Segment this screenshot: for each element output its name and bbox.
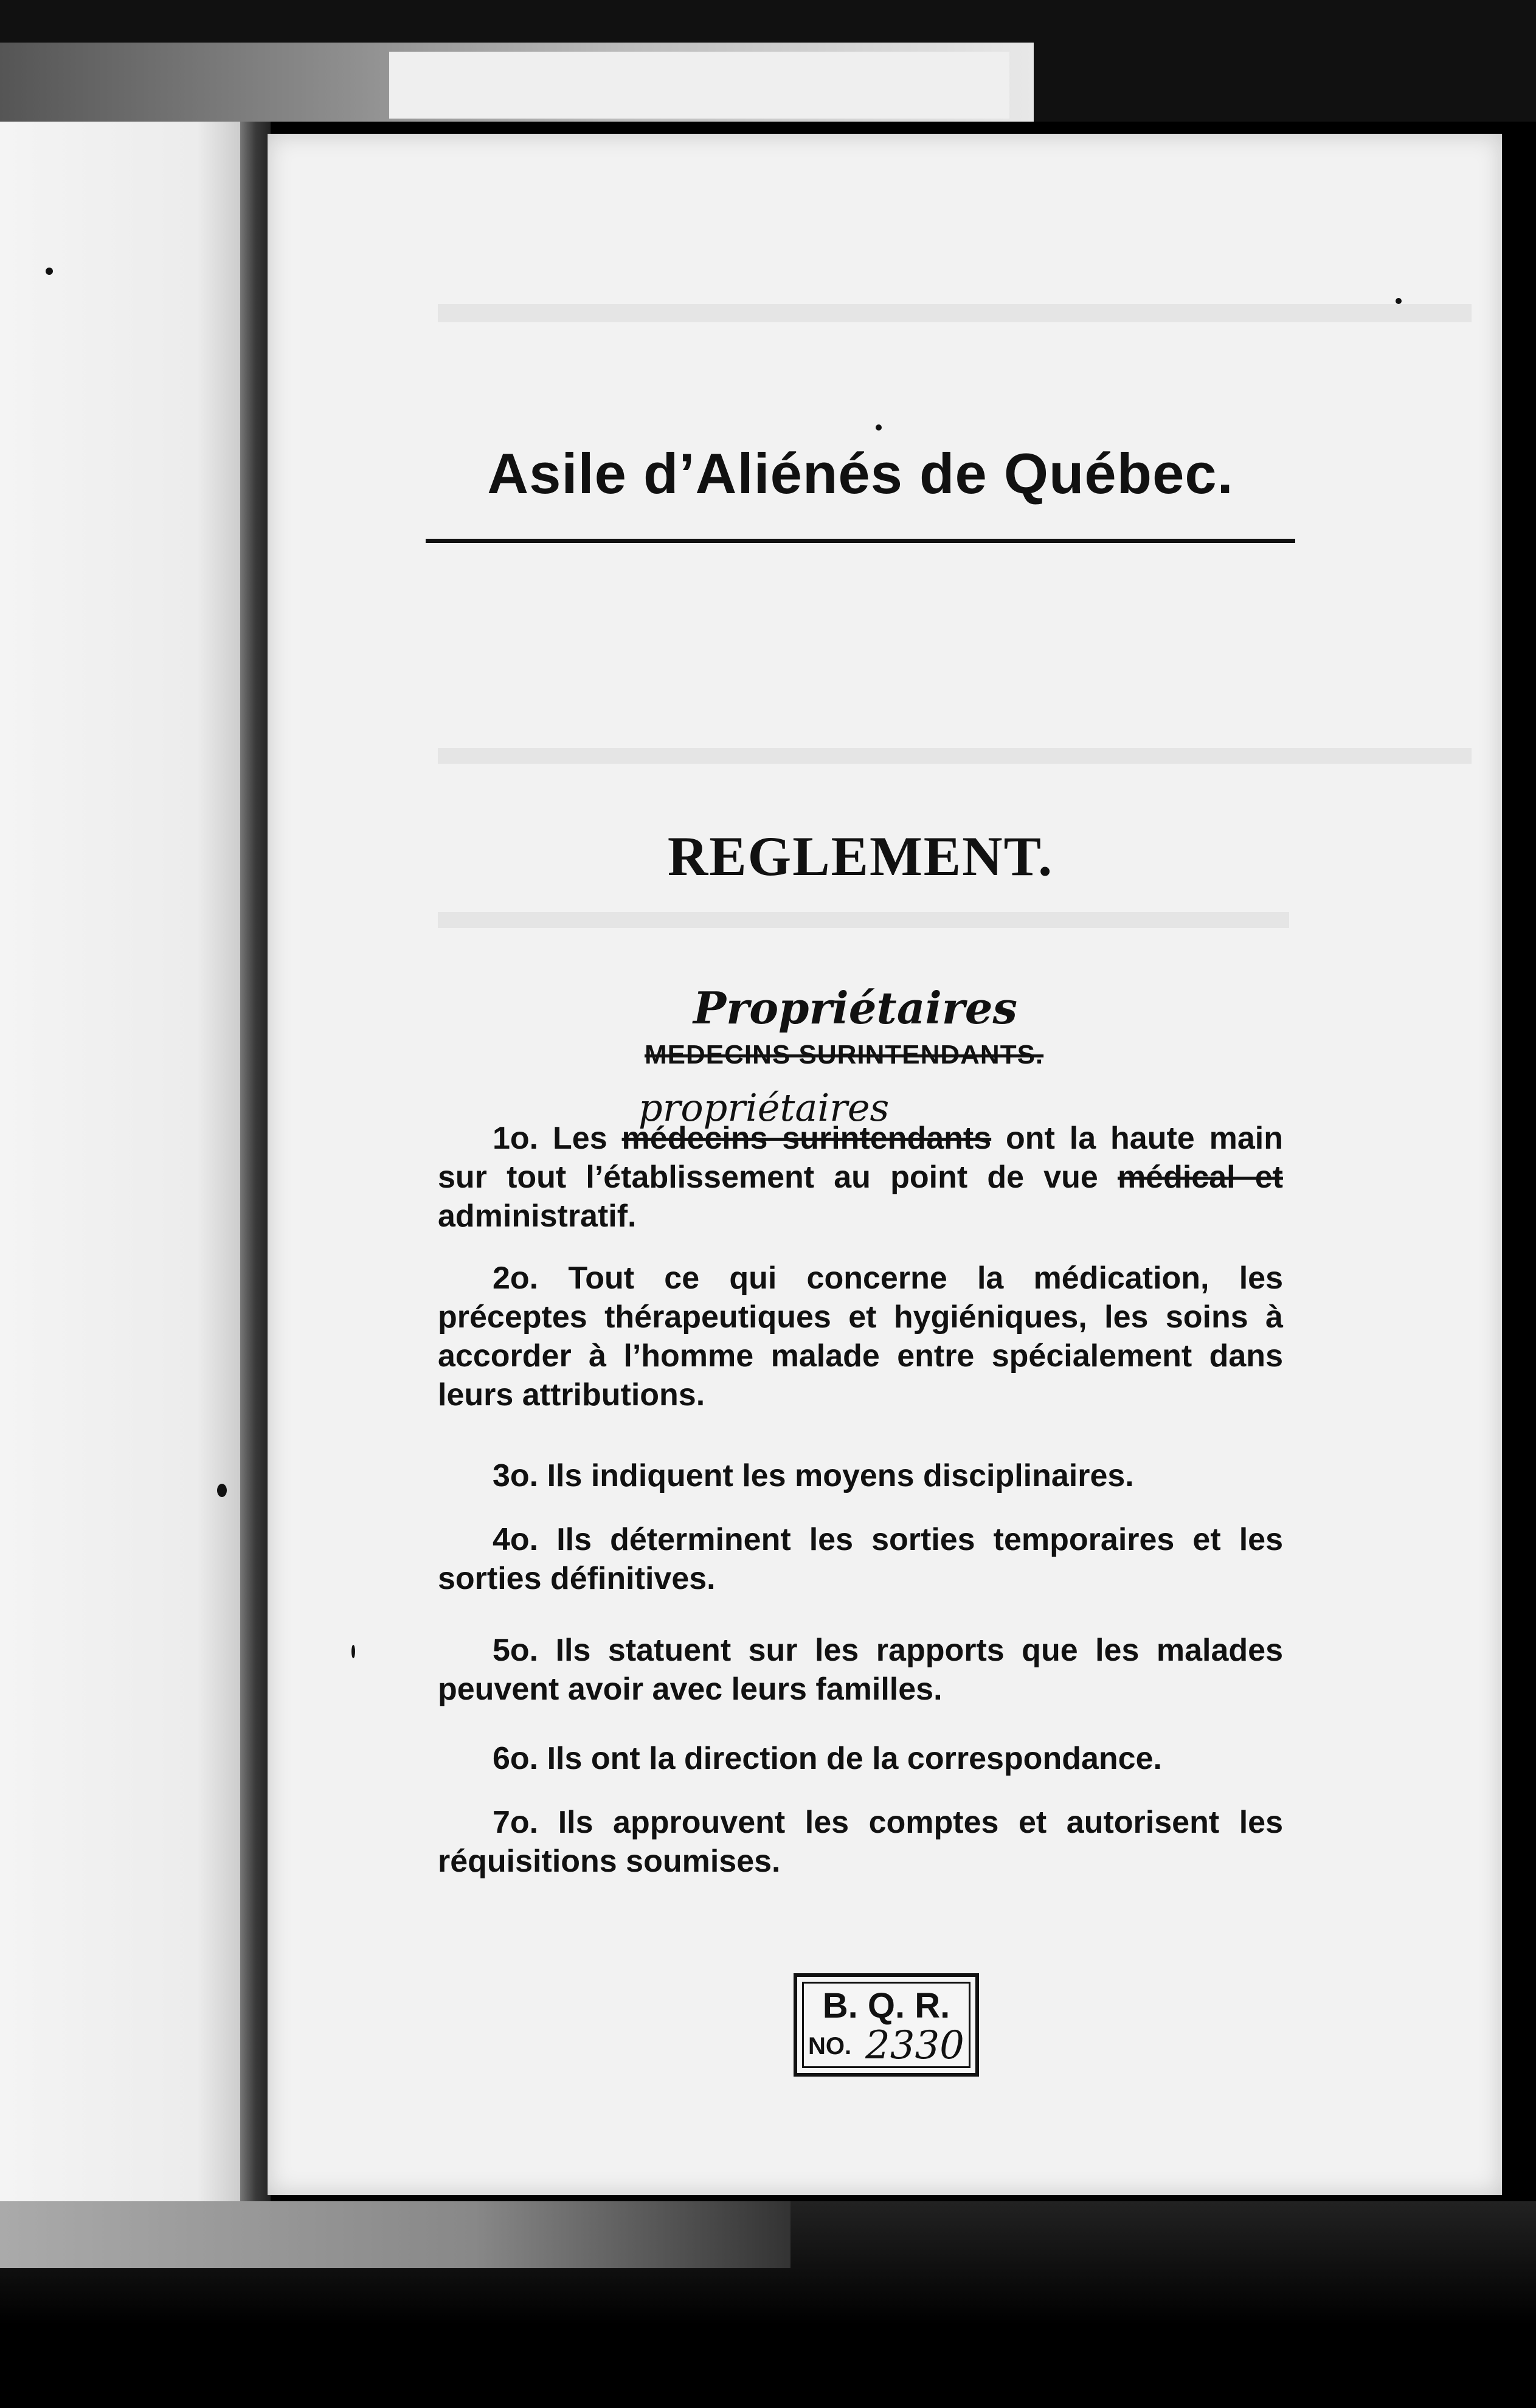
bleed-through: [438, 748, 1472, 764]
article-text: 5o. Ils statuent sur les rapports que les malades peuvent avoir avec leurs familles.: [438, 1633, 1283, 1707]
handwritten-heading: Propriétaires: [693, 982, 1018, 1034]
article-text: 6o. Ils ont la direction de la correspondance.: [493, 1741, 1162, 1776]
article-7: [438, 1803, 1283, 1881]
left-page: [0, 122, 246, 2201]
bleed-through: [438, 304, 1472, 322]
speck: [46, 268, 53, 275]
library-stamp: [794, 1973, 979, 2077]
section-subtitle-struck: MEDECINS SURINTENDANTS.: [645, 1040, 1044, 1070]
article-3: [438, 1456, 1283, 1495]
film-edge-bottom: [0, 2201, 790, 2268]
struck-text: médical et: [1117, 1160, 1283, 1195]
article-text: administratif.: [438, 1199, 637, 1234]
article-text: 2o. Tout ce qui concerne la médication, les préceptes thérapeutiques et hygiéniques, les soins à accorder à l’homme malade entre spécialement dans leurs attributions.: [438, 1261, 1283, 1413]
handwritten-insert: propriétaires: [638, 1085, 890, 1130]
document-title: REGLEMENT.: [667, 825, 1054, 887]
stamp-library-code: B. Q. R.: [822, 1986, 950, 2026]
article-text: 4o. Ils déterminent les sorties temporaires et les sorties définitives.: [438, 1522, 1283, 1596]
film-edge-paper: [389, 52, 1009, 119]
article-text: ont la haute main sur tout l’établissement au point de vue: [438, 1121, 1283, 1195]
speck: [217, 1484, 227, 1497]
article-text: 3o. Ils indiquent les moyens disciplinaires.: [493, 1458, 1134, 1493]
speck: [876, 424, 882, 431]
speck: [351, 1645, 355, 1658]
article-text: 7o. Ils approuvent les comptes et autorisent les réquisitions soumises.: [438, 1805, 1283, 1879]
page-heading: Asile d’Aliénés de Québec.: [487, 441, 1234, 505]
article-5: [438, 1631, 1283, 1709]
article-4: [438, 1520, 1283, 1598]
stamp-number: 2330: [865, 2023, 964, 2068]
bleed-through: [438, 912, 1289, 928]
article-2: [438, 1259, 1283, 1414]
stamp-no-label: NO.: [808, 2033, 852, 2060]
speck: [1396, 298, 1402, 304]
article-6: [438, 1739, 1283, 1778]
book-spine: [240, 122, 271, 2207]
struck-text: médecins surintendants: [621, 1121, 992, 1156]
heading-rule: [426, 539, 1295, 543]
article-1: [438, 1119, 1283, 1236]
article-text: 1o. Les: [493, 1121, 622, 1156]
